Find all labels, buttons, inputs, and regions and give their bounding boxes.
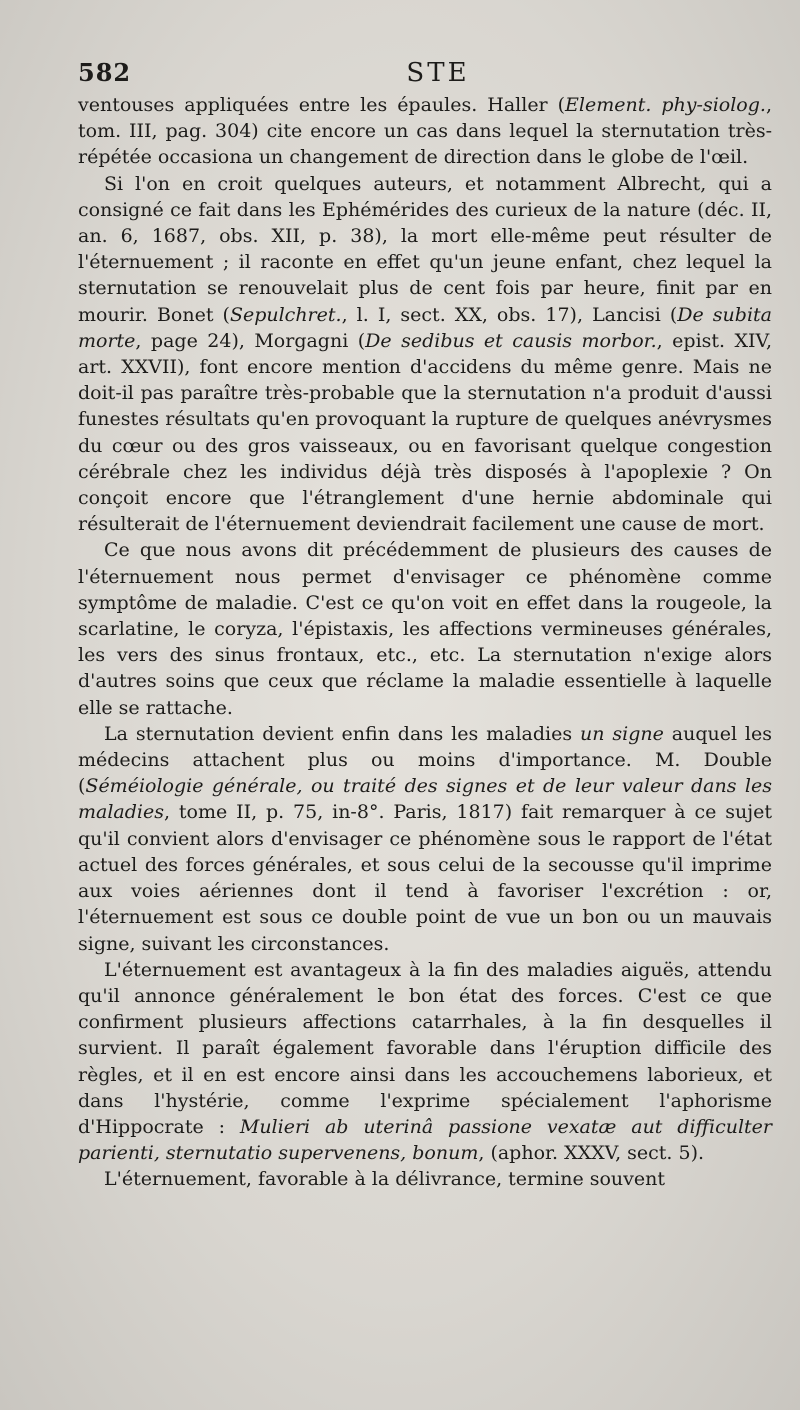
paragraph xyxy=(78,171,772,538)
text-run: , tom. III, pag. 304) cite encore un cas dans lequel la sternutation très-répétée occasiona un changement de direction dans le globe de l'œil. xyxy=(78,94,772,169)
text-run: Ce que nous avons dit précédemment de plusieurs des causes de l'éternuement nous permet d'envisager ce phénomène comme symptôme de maladie. C'est ce qu'on voit en effet dans la rougeole, la scarlatine, le coryza, l'épistaxis, les affections vermineuses générales, les vers des sinus frontaux, etc., etc. La sternutation n'exige alors d'autres soins que ceux que réclame la maladie essentielle à laquelle elle se rattache. xyxy=(78,539,772,719)
running-title: STE xyxy=(406,58,470,88)
text-run: , page 24), Morgagni ( xyxy=(135,329,366,352)
paragraph xyxy=(78,92,772,171)
text-run: L'éternuement, favorable à la délivrance, termine souvent xyxy=(104,1168,666,1191)
body-text xyxy=(78,92,772,1193)
text-run: auquel les médecins attachent plus ou moins d'importance. M. Double ( xyxy=(78,722,773,798)
italic-text: Mulieri ab uterinâ passione vexatæ aut difficulter parienti, sternutatio supervenens, bonum xyxy=(78,1115,772,1165)
paragraph xyxy=(78,721,772,957)
text-run: , l. I, sect. XX, obs. 17), Lancisi ( xyxy=(341,303,678,326)
page-number: 582 xyxy=(78,58,132,87)
page-header xyxy=(78,58,768,88)
text-run: Si l'on en croit quelques auteurs, et notamment Albrecht, qui a consigné ce fait dans les Ephémérides des curieux de la nature (déc. II, an. 6, 1687, obs. XII, p. 38), la mort elle-même peut résulter de l'éternuement ; il raconte en effet qu'un jeune enfant, chez lequel la sternutation se renouvelait plus de cent fois par heure, finit par en mourir. Bonet ( xyxy=(78,172,772,326)
paragraph xyxy=(78,1166,772,1192)
text-run: ventouses appliquées entre les épaules. Haller ( xyxy=(78,94,566,116)
italic-text: De sedibus et causis morbor. xyxy=(365,329,657,352)
italic-text: Element. phy-siolog. xyxy=(565,94,766,116)
text-run: La sternutation devient enfin dans les maladies xyxy=(104,722,581,745)
italic-text: De subita morte xyxy=(78,303,772,352)
text-run: L'éternuement est avantageux à la fin des maladies aiguës, attendu qu'il annonce généralement le bon état des forces. C'est ce que confirment plusieurs affections catarrhales, à la fin desquelles il survient. Il paraît également favorable dans l'éruption difficile des règles, et il en est encore ainsi dans les accouchemens laborieux, et dans l'hystérie, comme l'exprime spécialement l'aphorisme d'Hippocrate : xyxy=(78,958,772,1138)
text-run: , tome II, p. 75, in-8°. Paris, 1817) fait remarquer à ce sujet qu'il convient alors d'envisager ce phénomène sous le rapport de l'état actuel des forces générales, et sous celui de la secousse qu'il imprime aux voies aériennes dont il tend à favoriser l'excrétion : or, l'éternuement est sous ce double point de vue un bon ou un mauvais signe, suivant les circonstances. xyxy=(78,801,772,955)
paragraph xyxy=(78,957,772,1167)
italic-text: un signe xyxy=(580,722,664,745)
paragraph xyxy=(78,537,772,720)
text-run: , (aphor. XXXV, sect. 5). xyxy=(478,1142,705,1165)
text-run: , epist. XIV, art. XXVII), font encore mention d'accidens du même genre. Mais ne doit-il pas paraître très-probable que la sternutation n'a produit d'aussi funestes résultats qu'en provoquant la rupture de quelques anévrysmes du cœur ou des gros vaisseaux, ou en favorisant quelque congestion cérébrale chez les individus déjà très disposés à l'apoplexie ? On conçoit encore que l'étranglement d'une hernie abdominale qui résulterait de l'éternuement deviendrait facilement une cause de mort. xyxy=(78,329,772,536)
italic-text: Sepulchret. xyxy=(229,303,342,326)
italic-text: Séméiologie générale, ou traité des signes et de leur valeur dans les maladies xyxy=(78,775,772,824)
